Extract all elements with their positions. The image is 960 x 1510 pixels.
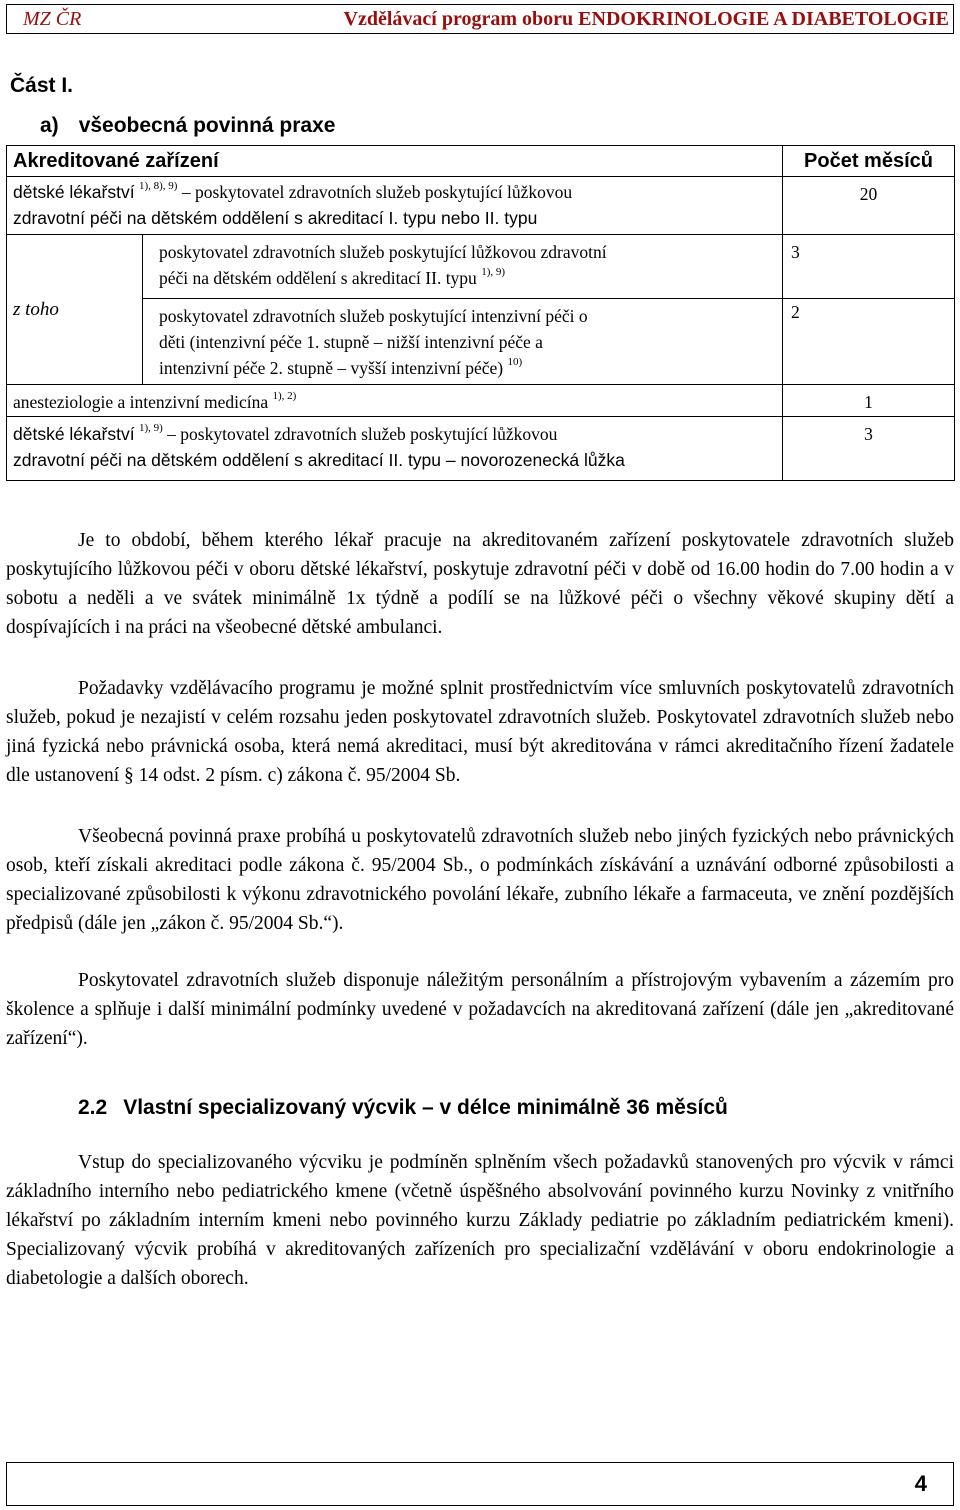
subrow-desc: péči na dětském oddělení s akreditací II. typu (159, 268, 477, 288)
page-number: 4 (914, 1471, 927, 1496)
section-number: 2.2 (78, 1096, 108, 1119)
table-row (7, 299, 955, 385)
header-ministry: MZ ČR (23, 8, 82, 30)
subrow-facility-cell (143, 299, 783, 385)
col-header-months: Počet měsíců (783, 146, 955, 177)
body-paragraph: Je to období, během kterého lékař pracuje na akreditovaném zařízení poskytovatele zdravotních služeb poskytujícího lůžkovou péči v oboru dětské lékařství, poskytuje zdravotní péči v době od 16.00 hodin do 7.00 hodin a v sobotu a neděli a ve svátek minimálně 1x týdně a podílí se na lůžkové péči o všechny věkové skupiny dětí a dospívajících i na práci na všeobecné dětské ambulanci. (6, 530, 954, 638)
subrow-label: z toho (7, 235, 143, 385)
section-title: Vlastní specializovaný výcvik – v délce minimálně 36 měsíců (123, 1096, 728, 1119)
facility-cell (7, 417, 783, 481)
subrow-desc: poskytovatel zdravotních služeb poskytující intenzivní péči o (159, 306, 588, 326)
subsection-heading (40, 114, 335, 138)
col-header-facility: Akreditované zařízení (7, 146, 783, 177)
page-footer (6, 1462, 954, 1506)
facility-desc: zdravotní péči na dětském oddělení s akreditací I. typu nebo II. typu (13, 208, 538, 228)
part-title: Část I. (10, 74, 74, 97)
subsection-marker: a) (40, 114, 59, 137)
table-header-row (7, 146, 955, 177)
table-row (7, 235, 955, 299)
body-paragraph: Požadavky vzdělávacího programu je možné splnit prostřednictvím více smluvních poskytovatelů zdravotních služeb, pokud je nezajistí v celém rozsahu jeden poskytovatel zdravotních služeb. Poskytovatel zdravotních služeb nebo jiná fyzická nebo právnická osoba, která nemá akreditaci, musí být akreditována v rámci akreditačního řízení žadatele dle ustanovení § 14 odst. 2 písm. c) zákona č. 95/2004 Sb. (6, 678, 954, 786)
facility-desc: – poskytovatel zdravotních služeb poskytující lůžkovou (181, 182, 573, 202)
months-cell: 20 (783, 177, 955, 235)
section-paragraph: Vstup do specializovaného výcviku je podmíněn splněním všech požadavků stanovených pro výcvik v rámci základního interního nebo pediatrického kmene (včetně úspěšného absolvování povinného kurzu Novinky z vnitřního lékařství po základním interním kmeni nebo povinného kurzu Základy pediatrie po základním pediatrickém kmeni). Specializovaný výcvik probíhá v akreditovaných zařízeních pro specializační vzdělávání v oboru endokrinologie a diabetologie a dalších oborech. (6, 1152, 954, 1289)
months-cell: 3 (783, 417, 955, 481)
subrow-desc: intenzivní péče 2. stupně – vyšší intenzivní péče) (159, 358, 504, 378)
table-row (7, 177, 955, 235)
months-cell: 1 (783, 385, 955, 417)
facility-desc: zdravotní péči na dětském oddělení s akreditací II. typu – novorozenecká lůžka (13, 450, 625, 470)
footnote-ref: 10) (507, 356, 523, 368)
facility-name: dětské lékařství (13, 424, 135, 444)
facility-cell (7, 177, 783, 235)
accreditation-table (6, 145, 955, 481)
facility-name: dětské lékařství (13, 182, 135, 202)
facility-desc: – poskytovatel zdravotních služeb poskytující lůžkovou (167, 424, 558, 444)
months-cell: 2 (783, 299, 955, 385)
footnote-ref: 1), 8), 9) (138, 180, 178, 192)
subrow-desc: poskytovatel zdravotních služeb poskytující lůžkovou zdravotní (159, 242, 607, 262)
footnote-ref: 1), 2) (272, 390, 297, 402)
section-heading (78, 1096, 728, 1120)
subsection-title: všeobecná povinná praxe (78, 114, 336, 137)
facility-cell (7, 385, 783, 417)
page-header (6, 4, 954, 34)
body-paragraph: Poskytovatel zdravotních služeb disponuje náležitým personálním a přístrojovým vybavením a zázemím pro školence a splňuje i další minimální podmínky uvedené v požadavcích na akreditovaná zařízení (dále jen „akreditované zařízení“). (6, 970, 954, 1049)
table-row (7, 385, 955, 417)
footnote-ref: 1), 9) (481, 266, 506, 278)
header-program-title: Vzdělávací program oboru ENDOKRINOLOGIE A DIABETOLOGIE (343, 8, 949, 30)
body-paragraph: Všeobecná povinná praxe probíhá u poskytovatelů zdravotních služeb nebo jiných fyzických nebo právnických osob, kteří získali akreditaci podle zákona č. 95/2004 Sb., o podmínkách získávání a uznávání odborné způsobilosti a specializované způsobilosti k výkonu zdravotnického povolání lékaře, zubního lékaře a farmaceuta, ve znění pozdějších předpisů (dále jen „zákon č. 95/2004 Sb.“). (6, 826, 954, 934)
subrow-facility-cell (143, 235, 783, 299)
subrow-desc: děti (intenzivní péče 1. stupně – nižší intenzivní péče a (159, 332, 543, 352)
table-row (7, 417, 955, 481)
months-cell: 3 (783, 235, 955, 299)
footnote-ref: 1), 9) (138, 422, 163, 434)
facility-name: anesteziologie a intenzivní medicína (13, 392, 269, 412)
